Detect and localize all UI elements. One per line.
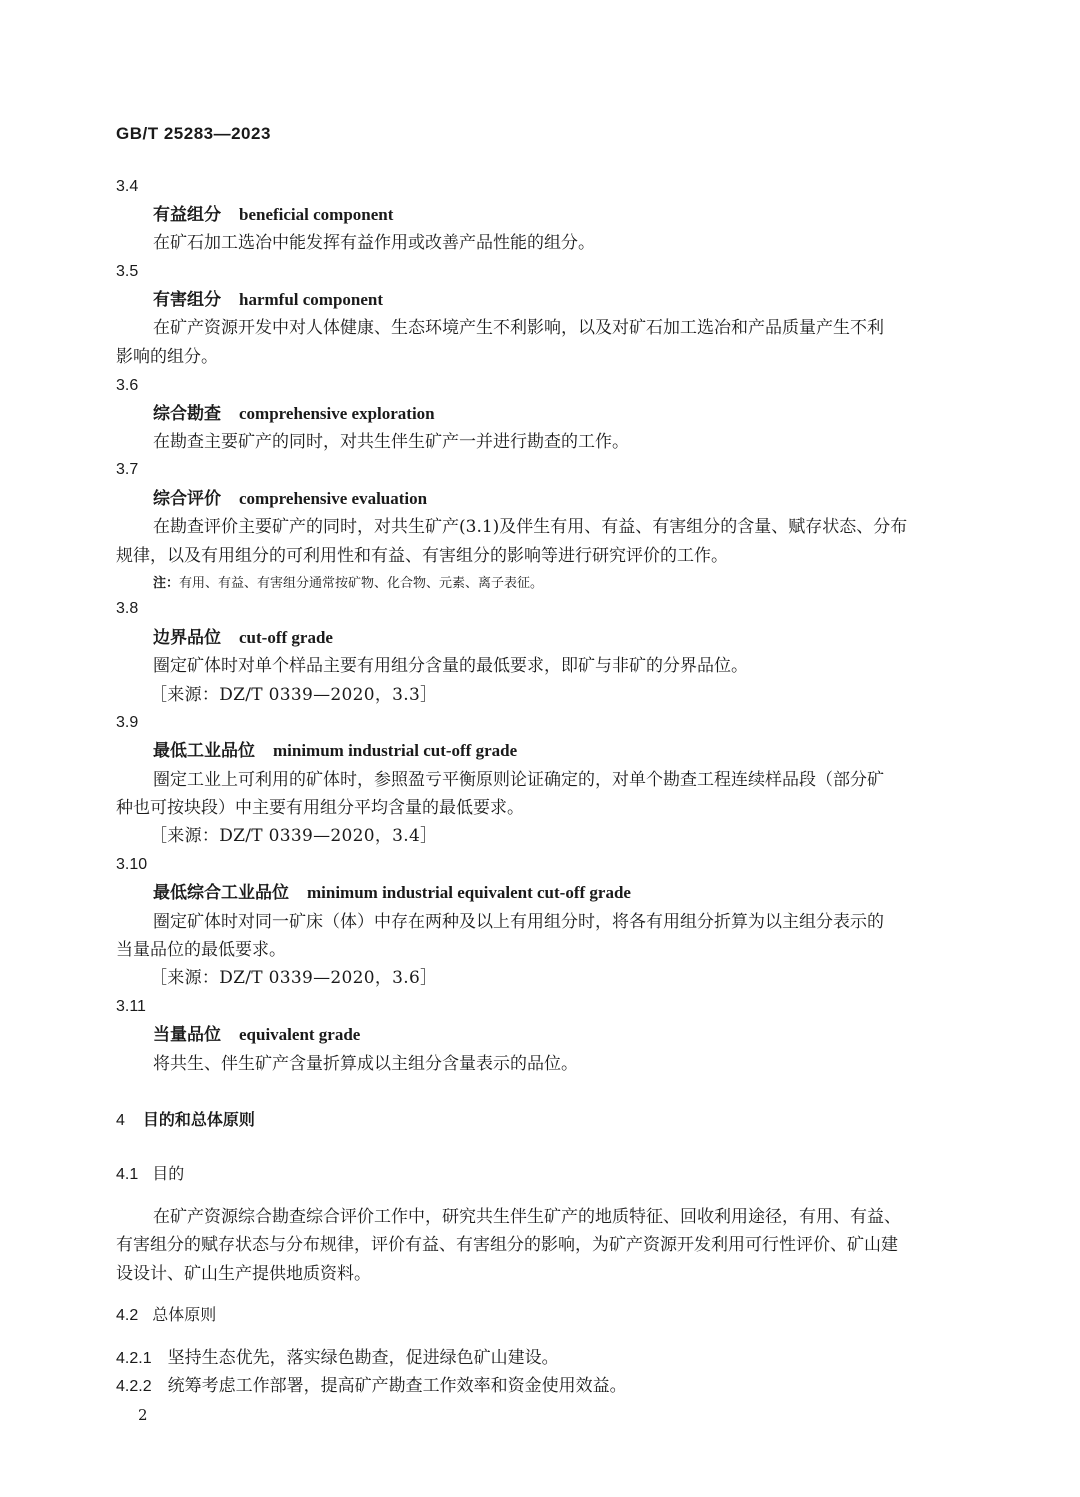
section-heading [116,1109,255,1132]
term-en: equivalent grade [239,1025,361,1044]
term-en: harmful component [239,290,384,309]
term-definition-cont: 影响的组分。 [116,347,218,367]
term-zh: 边界品位 [153,628,221,648]
term-definition: 圈定矿体时对单个样品主要有用组分含量的最低要求，即矿与非矿的分界品位。 [153,656,748,676]
term-number: 3.10 [116,856,148,873]
term-en: cut-off grade [239,628,333,647]
term-en: comprehensive exploration [239,404,435,423]
clause-text: 统筹考虑工作部署，提高矿产勘查工作效率和资金使用效益。 [167,1376,627,1396]
term-zh: 最低工业品位 [153,741,255,761]
term-note [153,573,543,595]
term-zh: 当量品位 [153,1025,221,1045]
term-en: comprehensive evaluation [239,489,428,508]
term-number: 3.8 [116,600,139,617]
term-source: ［来源：DZ/T 0339—2020，3.4］ [150,826,438,846]
term-en: minimum industrial equivalent cut-off grade [307,883,631,902]
paragraph-line: 有害组分的赋存状态与分布规律，评价有益、有害组分的影响，为矿产资源开发利用可行性评价、矿山建 [116,1235,898,1255]
term-heading [153,289,383,311]
paragraph-line: 在矿产资源综合勘查综合评价工作中，研究共生伴生矿产的地质特征、回收利用途径，有用、有益、 [153,1207,901,1227]
term-zh: 有益组分 [153,205,221,225]
term-number: 3.9 [116,714,139,731]
note-text: 有用、有益、有害组分通常按矿物、化合物、元素、离子表征。 [179,576,544,591]
term-en: minimum industrial cut-off grade [273,741,518,760]
subsection-number: 4.1 [116,1166,139,1183]
clause-text: 坚持生态优先，落实绿色勘查，促进绿色矿山建设。 [167,1348,559,1368]
term-heading [153,1024,360,1046]
term-source: ［来源：DZ/T 0339—2020，3.6］ [150,968,438,988]
clause-number: 4.2.2 [116,1378,152,1395]
term-definition-cont: 规律，以及有用组分的可利用性和有益、有害组分的影响等进行研究评价的工作。 [116,546,728,566]
term-definition: 在勘查主要矿产的同时，对共生伴生矿产一并进行勘查的工作。 [153,432,629,452]
term-number: 3.5 [116,263,139,280]
paragraph-line: 设设计、矿山生产提供地质资料。 [116,1264,371,1284]
subsection-title: 总体原则 [152,1305,217,1324]
term-zh: 综合勘查 [153,404,221,424]
subsection-heading [116,1304,216,1327]
term-en: beneficial component [239,205,394,224]
subsection-heading [116,1163,184,1186]
term-definition: 在矿石加工选冶中能发挥有益作用或改善产品性能的组分。 [153,233,595,253]
standard-code: GB/T 25283—2023 [116,124,271,143]
page-number: 2 [138,1406,148,1424]
term-heading [153,627,333,649]
term-definition: 圈定工业上可利用的矿体时，参照盈亏平衡原则论证确定的，对单个勘查工程连续样品段（部分矿 [153,770,884,790]
term-number: 3.6 [116,377,139,394]
term-number: 3.4 [116,178,139,195]
term-zh: 最低综合工业品位 [153,883,289,903]
term-definition: 圈定矿体时对同一矿床（体）中存在两种及以上有用组分时，将各有用组分折算为以主组分表示的 [153,912,884,932]
term-definition: 在矿产资源开发中对人体健康、生态环境产生不利影响，以及对矿石加工选冶和产品质量产生不利 [153,318,884,338]
term-number: 3.7 [116,461,139,478]
term-source: ［来源：DZ/T 0339—2020，3.3］ [150,685,438,705]
section-title: 目的和总体原则 [142,1110,255,1129]
section-number: 4 [116,1112,125,1129]
term-heading [153,204,393,226]
subsection-number: 4.2 [116,1307,139,1324]
term-definition: 在勘查评价主要矿产的同时，对共生矿产(3.1)及伴生有用、有益、有害组分的含量、赋存状态、分布 [153,517,908,537]
term-number: 3.11 [116,998,146,1015]
term-heading [153,740,517,762]
term-zh: 有害组分 [153,290,221,310]
term-heading [153,882,631,904]
term-zh: 综合评价 [153,489,221,509]
term-definition: 将共生、伴生矿产含量折算成以主组分含量表示的品位。 [153,1054,578,1074]
clause-item [116,1347,559,1370]
clause-item [116,1375,627,1398]
term-heading [153,403,435,425]
clause-number: 4.2.1 [116,1350,152,1367]
subsection-title: 目的 [152,1164,185,1183]
term-definition-cont: 种也可按块段）中主要有用组分平均含量的最低要求。 [116,798,524,818]
term-heading [153,488,427,510]
term-definition-cont: 当量品位的最低要求。 [116,940,286,960]
note-label: 注： [153,576,180,591]
